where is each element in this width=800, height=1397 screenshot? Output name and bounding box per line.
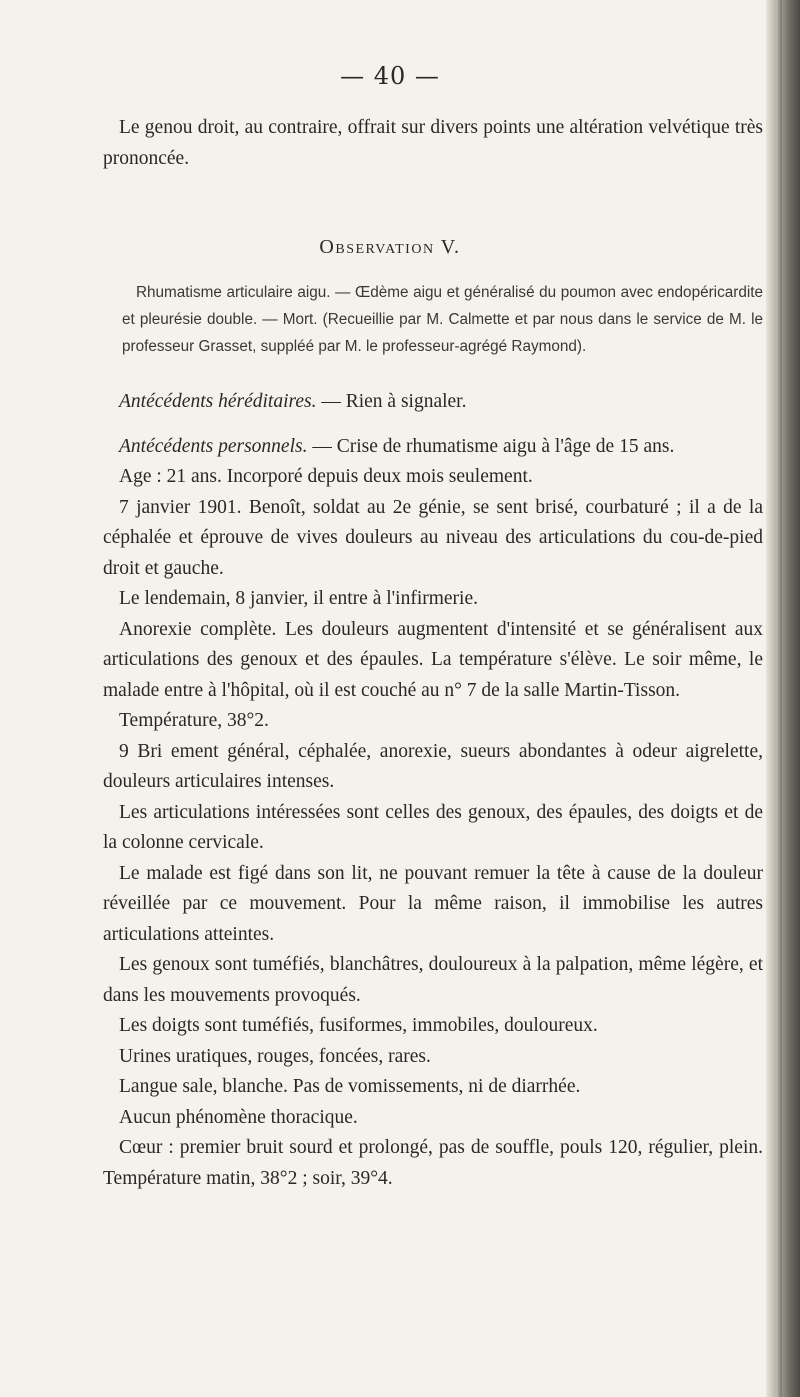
observation-heading: Observation V. xyxy=(319,236,461,258)
paragraph: Age : 21 ans. Incorporé depuis deux mois seulement. xyxy=(119,466,533,487)
personal-antecedents xyxy=(103,432,763,463)
paragraph: Les articulations intéressées sont celles des genoux, des épaules, des doigts et de la colonne cervicale. xyxy=(103,801,763,853)
paragraph: Urines uratiques, rouges, foncées, rares. xyxy=(119,1045,431,1067)
body-text xyxy=(103,387,763,1194)
book-spine-shadow xyxy=(776,0,782,1397)
intro-text: Le genou droit, au contraire, offrait sur divers points une altération velvétique très prononcée. xyxy=(103,117,763,169)
observation-summary: Rhumatisme articulaire aigu. — Œdème aigu et généralisé du poumon avec endopéricardite et pleurésie double. — Mort. (Recueillie par M. Calmette et par nous dans le service de M. le professeur Grasset, suppléé par M. le professeur-agrégé Raymond). xyxy=(122,284,763,355)
hereditary-antecedents xyxy=(103,387,763,418)
paragraph: Langue sale, blanche. Pas de vomissements, ni de diarrhée. xyxy=(119,1076,581,1097)
paragraph: Température, 38°2. xyxy=(119,710,269,731)
paragraph: Le lendemain, 8 janvier, il entre à l'infirmerie. xyxy=(119,588,478,609)
paragraph: Le malade est figé dans son lit, ne pouvant remuer la tête à cause de la douleur réveillée par ce mouvement. Pour la même raison, il immobilise les autres articulations atteintes. xyxy=(103,862,763,945)
paragraph: Cœur : premier bruit sourd et prolongé, pas de souffle, pouls 120, régulier, plein. Température matin, 38°2 ; soir, 39°4. xyxy=(103,1137,763,1189)
intro-paragraph xyxy=(103,113,763,174)
page-number: — 40 — xyxy=(340,62,440,90)
personal-text: — Crise de rhumatisme aigu à l'âge de 15 ans. xyxy=(307,435,675,457)
hereditary-label: Antécédents héréditaires. xyxy=(119,391,317,412)
paragraph: Les genoux sont tuméfiés, blanchâtres, douloureux à la palpation, même légère, et dans les mouvements provoqués. xyxy=(103,954,763,1006)
paragraph: Les doigts sont tuméfiés, fusiformes, immobiles, douloureux. xyxy=(119,1015,598,1036)
paragraph: 7 janvier 1901. Benoît, soldat au 2e génie, se sent brisé, courbaturé ; il a de la céphalée et éprouve de vives douleurs au niveau des articulations du cou-de-pied droit et gauche. xyxy=(103,496,763,579)
hereditary-text: — Rien à signaler. xyxy=(316,391,467,412)
paragraph: Aucun phénomène thoracique. xyxy=(119,1106,358,1128)
book-spine-edge xyxy=(766,0,800,1397)
paragraph: 9 Bri ement général, céphalée, anorexie, sueurs abondantes à odeur aigrelette, douleurs articulaires intenses. xyxy=(103,740,763,792)
personal-label: Antécédents personnels. xyxy=(119,435,308,457)
paragraph: Anorexie complète. Les douleurs augmentent d'intensité et se généralisent aux articulations des genoux et des épaules. La température s'élève. Le soir même, le malade entre à l'hôpital, où il est couché au n° 7 de la salle Martin-Tisson. xyxy=(103,618,763,701)
